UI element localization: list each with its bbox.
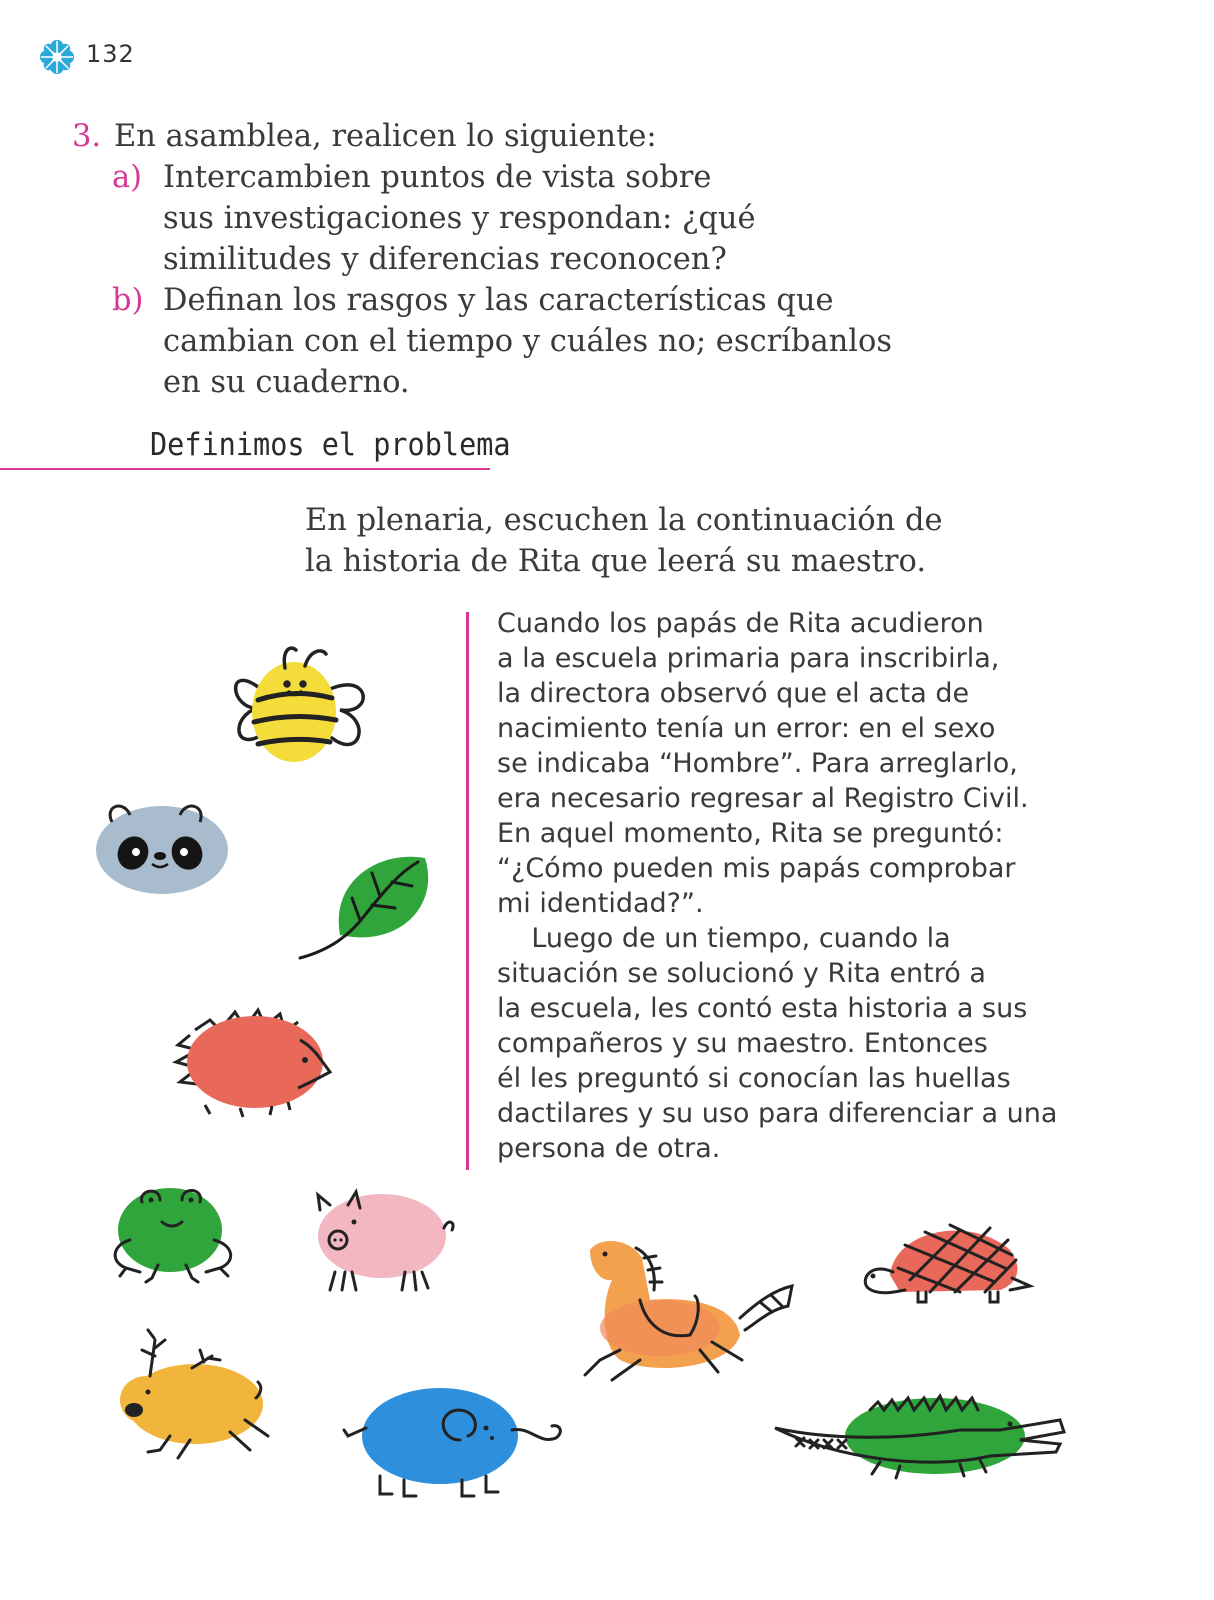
story-line: a la escuela primaria para inscribirla, xyxy=(497,643,1000,674)
item-b-line: en su cuaderno. xyxy=(163,365,410,400)
item-b-line: Definan los rasgos y las características que xyxy=(163,283,834,318)
story-line: era necesario regresar al Registro Civil. xyxy=(497,783,1029,814)
story-line: nacimiento tenía un error: en el sexo xyxy=(497,713,996,744)
item-a-letter: a) xyxy=(112,160,143,195)
story-line: dactilares y su uso para diferenciar a una xyxy=(497,1098,1058,1129)
horse-icon xyxy=(585,1241,792,1380)
story-line: Cuando los papás de Rita acudieron xyxy=(497,608,984,639)
item-b-letter: b) xyxy=(112,283,144,318)
hedgehog-icon xyxy=(176,1010,330,1117)
item-b-line: cambian con el tiempo y cuáles no; escríbanlos xyxy=(163,324,893,359)
story-line: persona de otra. xyxy=(497,1133,721,1164)
section-intro xyxy=(305,500,943,582)
pig-icon xyxy=(318,1192,453,1290)
activity-intro: En asamblea, realicen lo siguiente: xyxy=(114,119,657,154)
story-line: la directora observó que el acta de xyxy=(497,678,970,709)
story-line: mi identidad?”. xyxy=(497,888,704,919)
flower-emblem-icon xyxy=(38,38,76,76)
activity-number: 3. xyxy=(72,119,102,154)
section-intro-line: En plenaria, escuchen la continuación de xyxy=(305,503,943,538)
story-line: se indicaba “Hombre”. Para arreglarlo, xyxy=(497,748,1018,779)
section-intro-line: la historia de Rita que leerá su maestro. xyxy=(305,544,927,579)
bee-icon xyxy=(236,648,364,762)
story-rule xyxy=(466,612,469,1170)
heading-underline xyxy=(0,468,490,470)
item-b-text xyxy=(163,280,892,403)
story-line: compañeros y su maestro. Entonces xyxy=(497,1028,988,1059)
story-line: situación se solucionó y Rita entró a xyxy=(497,958,986,989)
item-a-line: similitudes y diferencias reconocen? xyxy=(163,242,727,277)
story-text xyxy=(497,606,1077,1166)
turtle-icon xyxy=(865,1225,1030,1302)
section-heading: Definimos el problema xyxy=(150,427,511,463)
item-a-line: Intercambien puntos de vista sobre xyxy=(163,160,712,195)
story-line: él les preguntó si conocían las huellas xyxy=(497,1063,1011,1094)
story-line: la escuela, les contó esta historia a sus xyxy=(497,993,1028,1024)
story-line: “¿Cómo pueden mis papás comprobar xyxy=(497,853,1016,884)
frog-icon xyxy=(115,1188,231,1282)
leaf-icon xyxy=(300,857,428,958)
page-number: 132 xyxy=(86,40,135,68)
item-a-text xyxy=(163,157,756,280)
crocodile-icon xyxy=(775,1396,1064,1478)
story-line: Luego de un tiempo, cuando la xyxy=(497,923,951,954)
story-line: En aquel momento, Rita se preguntó: xyxy=(497,818,1004,849)
deer-icon xyxy=(120,1330,268,1458)
item-a-line: sus investigaciones y respondan: ¿qué xyxy=(163,201,756,236)
elephant-icon xyxy=(344,1388,560,1496)
panda-icon xyxy=(96,806,228,894)
